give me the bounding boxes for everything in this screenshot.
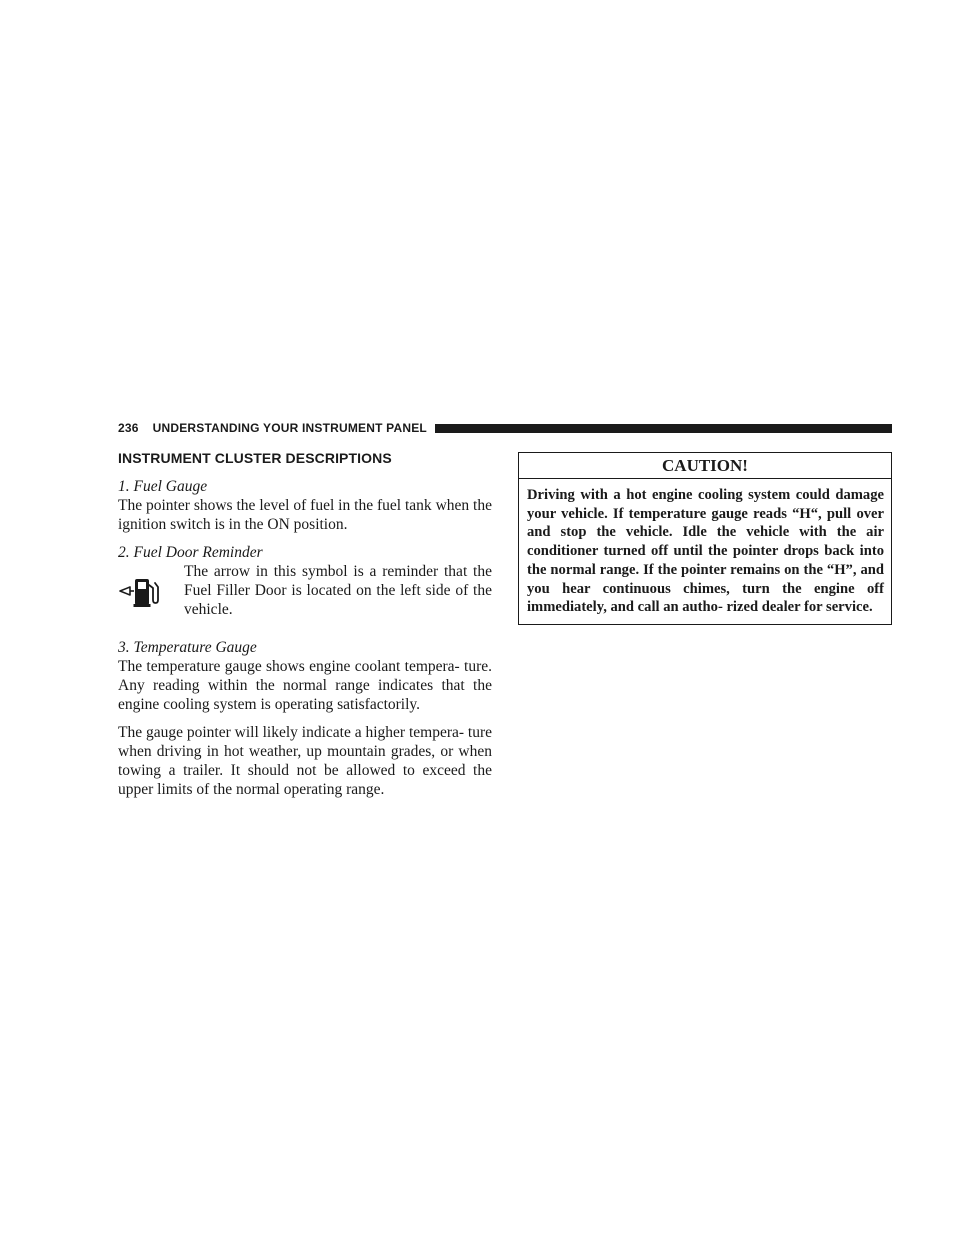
fuel-pump-left-arrow-icon xyxy=(118,562,184,619)
left-column xyxy=(118,449,492,799)
item-body: The temperature gauge shows engine coolant tempera- ture. Any reading within the normal range indicates that the engine cooling system is operating satisfactorily. xyxy=(118,658,492,713)
item-temperature-gauge xyxy=(118,638,492,799)
caution-body: Driving with a hot engine cooling system could damage your vehicle. If temperature gauge reads “H“, pull over and stop the vehicle. Idle the vehicle with the air conditioner turned off until the pointer drops back into the normal range. If the pointer remains on the “H”, and you hear continuous chimes, turn the engine off immediately, and call an autho- rized dealer for service. xyxy=(527,487,884,616)
caution-title: CAUTION! xyxy=(519,453,891,479)
item-fuel-door-reminder xyxy=(118,543,492,619)
item-title: 3. Temperature Gauge xyxy=(118,639,257,656)
page-number: 236 xyxy=(118,421,139,435)
item-title: 2. Fuel Door Reminder xyxy=(118,544,263,561)
item-body-continued: The gauge pointer will likely indicate a higher tempera- ture when driving in hot weather, up mountain grades, or when towing a trailer. It should not be allowed to exceed the upper limits of the normal operating range. xyxy=(118,724,493,798)
icon-text-row xyxy=(118,562,492,619)
item-title: 1. Fuel Gauge xyxy=(118,478,208,495)
chapter-title: UNDERSTANDING YOUR INSTRUMENT PANEL xyxy=(152,421,427,435)
section-heading: INSTRUMENT CLUSTER DESCRIPTIONS xyxy=(118,450,392,466)
page-header xyxy=(118,420,892,436)
item-body: The arrow in this symbol is a reminder that the Fuel Filler Door is located on the left side of the vehicle. xyxy=(184,563,492,618)
item-body: The pointer shows the level of fuel in the fuel tank when the ignition switch is in the ON position. xyxy=(118,497,492,533)
item-fuel-gauge xyxy=(118,477,492,534)
caution-box xyxy=(518,452,892,625)
header-rule xyxy=(435,424,892,433)
